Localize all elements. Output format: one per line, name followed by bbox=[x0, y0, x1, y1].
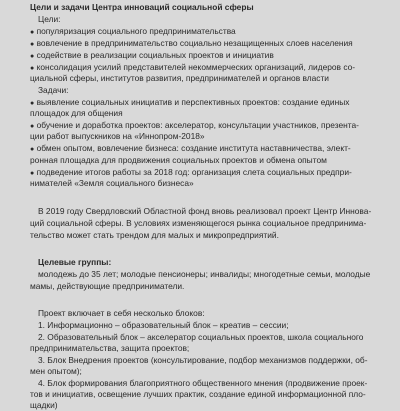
goal-item-continuation: циальной сферы, институтов развития, предпринимателей и органов власти bbox=[30, 73, 329, 83]
goal-item: ● вовлечение в предпринимательство социально незащищенных слоев населения bbox=[30, 38, 353, 48]
task-item-continuation: площадок для общения bbox=[30, 108, 123, 118]
target-groups-title: Целевые группы: bbox=[38, 257, 112, 267]
goal-item: ● популяризация социального предпринимательства bbox=[30, 26, 236, 36]
task-item: ● выявление социальных инициатив и перспективных проектов: создание единых bbox=[30, 97, 350, 107]
bullet-icon: ● bbox=[30, 100, 35, 107]
task-item: ● подведение итогов работы за 2018 год: организация слета социальных предпри- bbox=[30, 167, 352, 177]
paragraph-line: ций социальной сферы. В условиях изменяющегося рынка социальное предпринима- bbox=[30, 218, 367, 228]
block-line: 2. Образовательный блок – акселератор социальных проектов, школа социального bbox=[38, 332, 364, 342]
paragraph-line: тельство может стать трендом для малых и микропредприятий. bbox=[30, 230, 279, 240]
block-line: 4. Блок формирования благоприятного общественного мнения (продвижение проек- bbox=[38, 378, 368, 388]
task-item-continuation: ронная площадка для продвижения социальных проектов и обмена опытом bbox=[30, 155, 327, 165]
task-item-continuation: ции работ выпускников на «Иннопром-2018» bbox=[30, 131, 205, 141]
block-line: предпринимательства, защита проектов; bbox=[30, 343, 190, 353]
block-line: 1. Информационно – образовательный блок – креатив – сессии; bbox=[38, 320, 289, 330]
target-groups-line: молодежь до 35 лет; молодые пенсионеры; инвалиды; многодетные семьи, молодые bbox=[38, 269, 371, 279]
block-line: 3. Блок Внедрения проектов (консультирование, подбор механизмов поддержки, об- bbox=[38, 355, 368, 365]
block-line: мен опытом); bbox=[30, 366, 82, 376]
goals-label: Цели: bbox=[38, 14, 61, 24]
goal-item: ● содействие в реализации социальных проектов и инициатив bbox=[30, 50, 274, 60]
bullet-icon: ● bbox=[30, 65, 35, 72]
tasks-label: Задачи: bbox=[38, 85, 69, 95]
bullet-icon: ● bbox=[30, 146, 35, 153]
task-item-continuation: нимателей «Земля социального бизнеса» bbox=[30, 178, 194, 188]
block-line: щадки) bbox=[30, 400, 58, 410]
bullet-icon: ● bbox=[30, 123, 35, 130]
target-groups-line: мамы, действующие предприниматели. bbox=[30, 281, 185, 291]
paragraph-line: В 2019 году Свердловский Областной фонд вновь реализовал проект Центр Иннова- bbox=[38, 206, 372, 216]
task-item: ● обмен опытом, вовлечение бизнеса: создание института наставничества, элект- bbox=[30, 143, 351, 153]
goal-item: ● консолидация усилий представителей некоммерческих организаций, лидеров со- bbox=[30, 62, 356, 72]
bullet-icon: ● bbox=[30, 53, 35, 60]
bullet-icon: ● bbox=[30, 41, 35, 48]
block-line: тов и инициатив, освещение лучших практик, создание единой информационной пло- bbox=[30, 389, 366, 399]
bullet-icon: ● bbox=[30, 29, 35, 36]
bullet-icon: ● bbox=[30, 170, 35, 177]
task-item: ● обучение и доработка проектов: акселератор, консультации участников, презента- bbox=[30, 120, 359, 130]
blocks-intro: Проект включает в себя несколько блоков: bbox=[38, 308, 205, 318]
section-title: Цели и задачи Центра инноваций социальной сферы bbox=[30, 2, 254, 12]
